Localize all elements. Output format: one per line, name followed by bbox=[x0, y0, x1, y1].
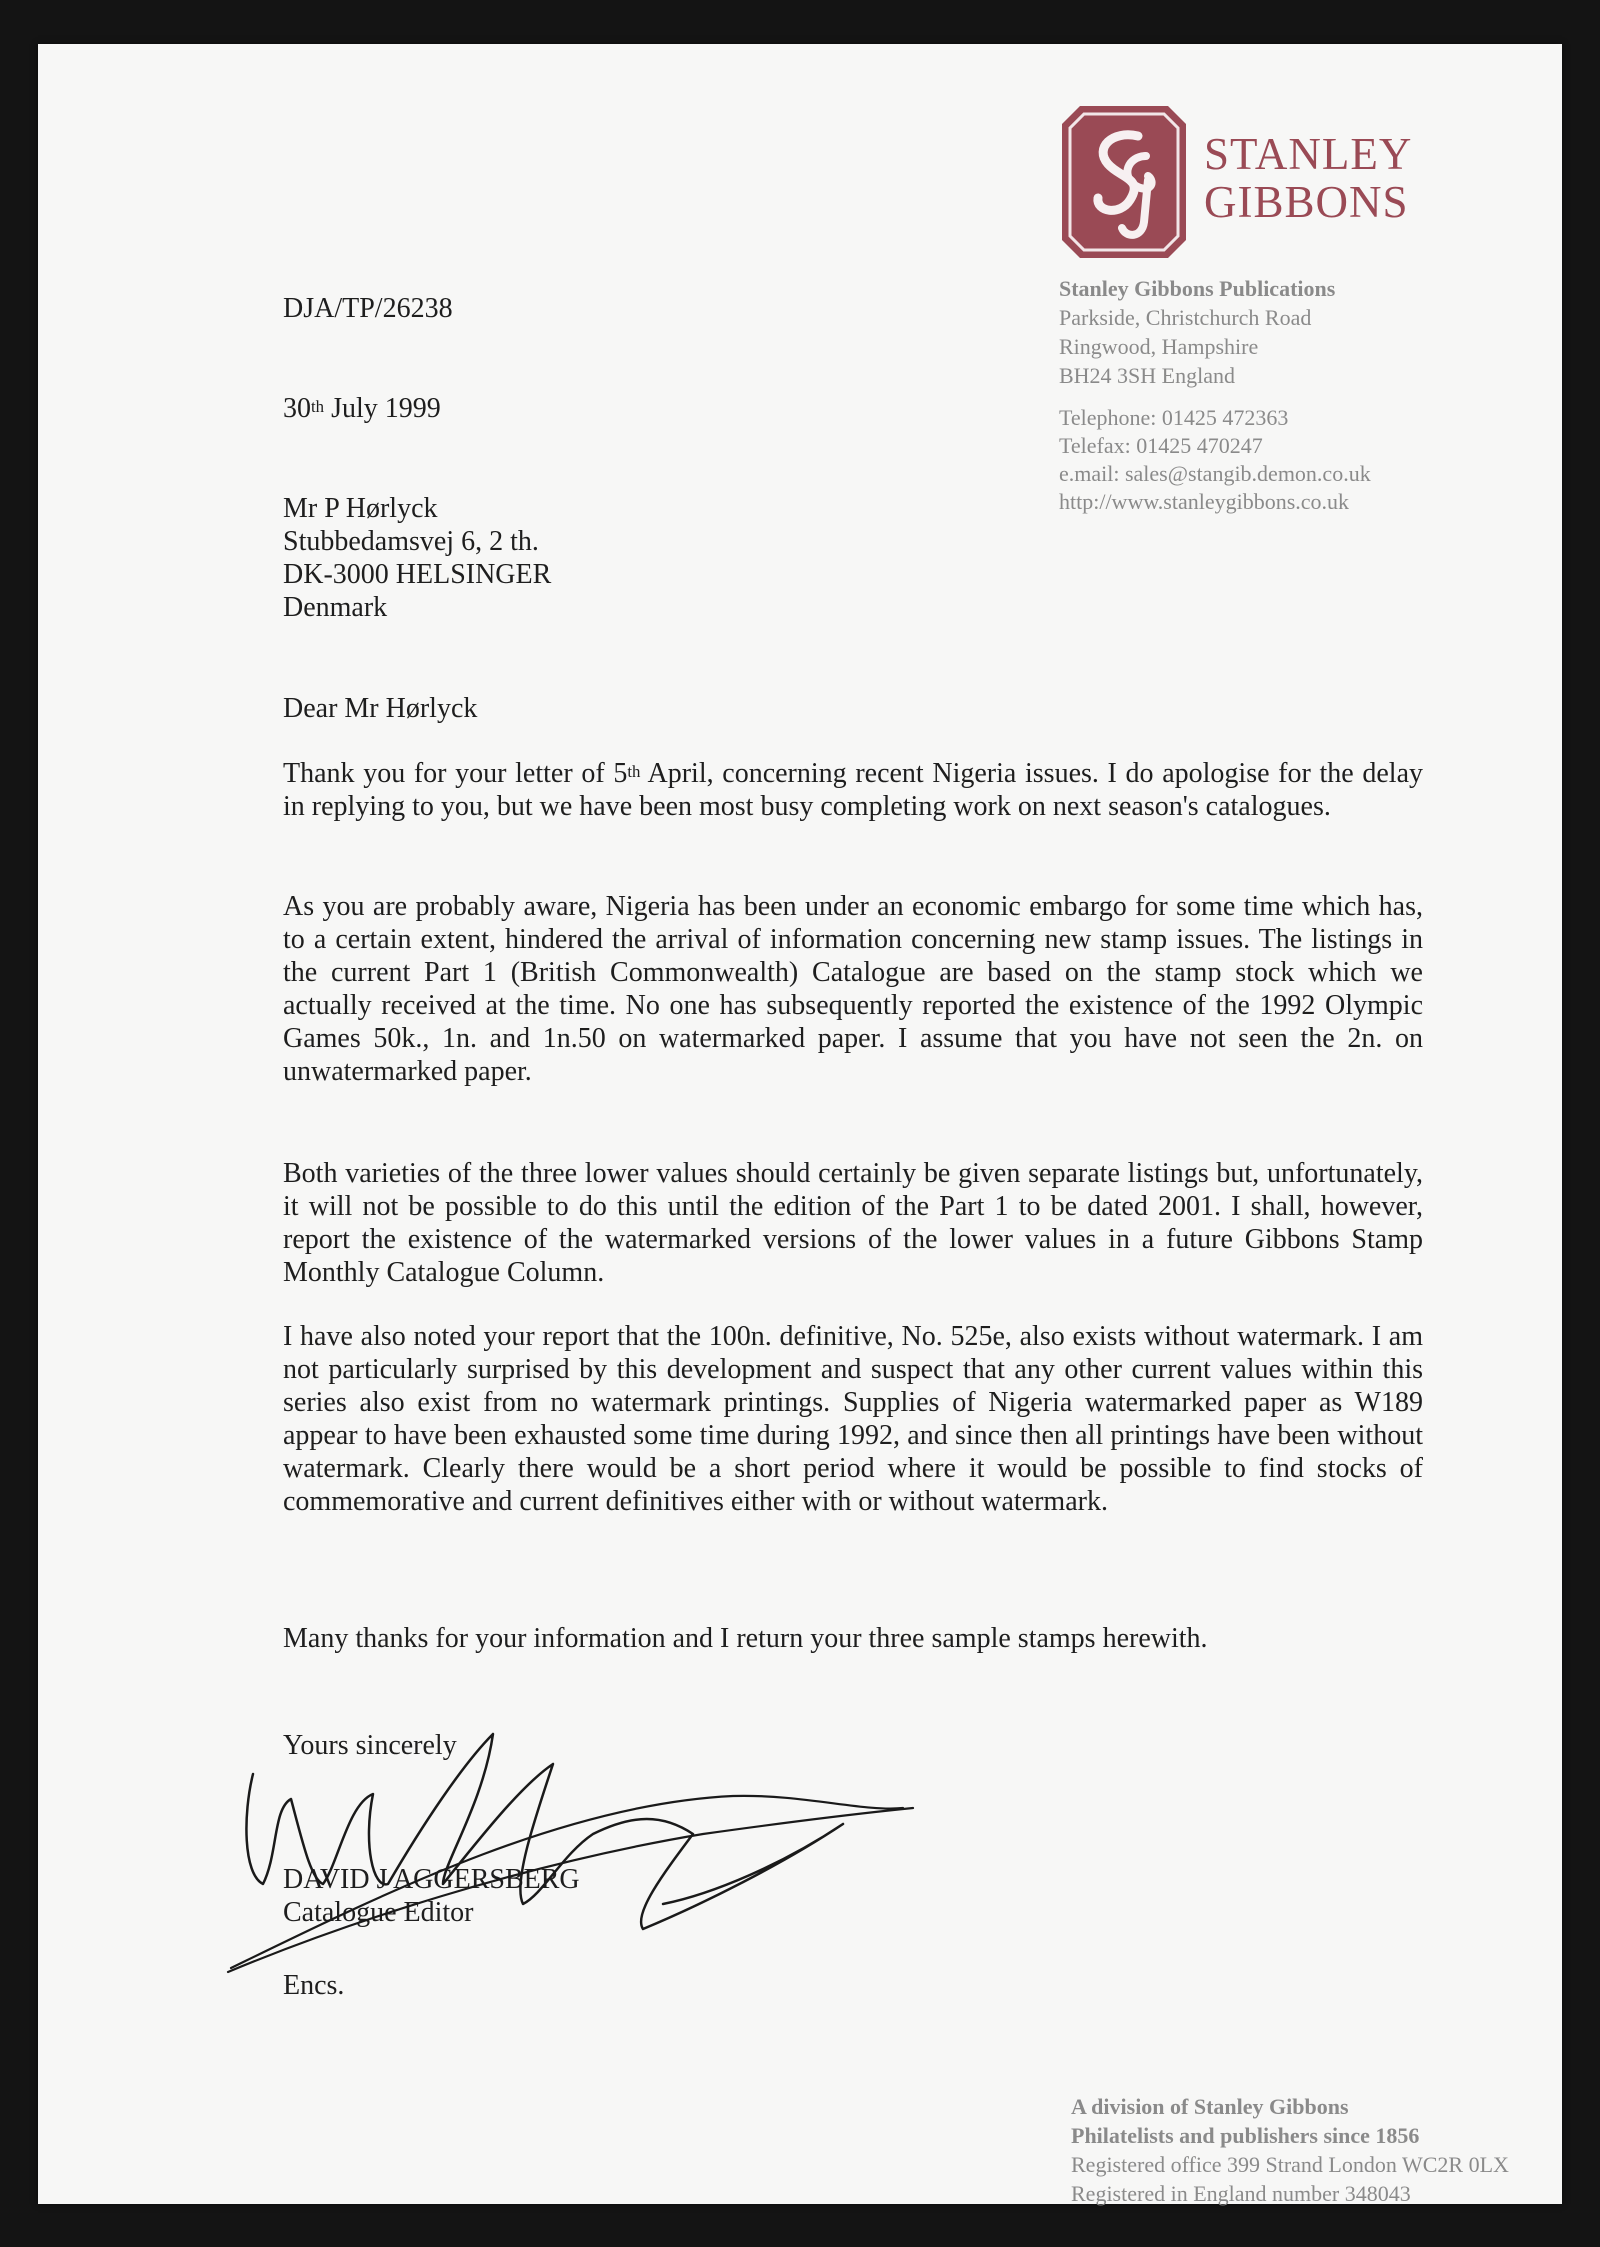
paragraph-2: As you are probably aware, Nigeria has been under an economic embargo for some time which has, to a certain extent, hindered the arrival of information concerning new stamp issues. The listings in the current Part 1 (British Commonwealth) Catalogue are based on the stamp stock which we actually received at the time. No one has subsequently reported the existence of the 1992 Olympic Games 50k., 1n. and 1n.50 on watermarked paper. I assume that you have not seen the 2n. on unwatermarked paper. bbox=[283, 891, 1423, 1087]
paragraph-1-rest: April, concerning recent Nigeria issues. I do apologise for the delay in replying to you, but we have been most busy completing work on next season's catalogues. bbox=[283, 758, 1423, 822]
footer bbox=[1071, 2092, 1509, 2208]
date-day: 30 bbox=[283, 393, 311, 424]
paragraph-1-start: Thank you for your letter of 5 bbox=[283, 758, 628, 789]
brand-line-1: STANLEY bbox=[1204, 129, 1413, 179]
date-suffix: th bbox=[311, 397, 325, 416]
recipient-street: Stubbedamsvej 6, 2 th. bbox=[283, 526, 539, 557]
signer-title: Catalogue Editor bbox=[283, 1897, 474, 1928]
recipient-country: Denmark bbox=[283, 592, 388, 623]
company-address bbox=[1059, 274, 1335, 390]
company-name: Stanley Gibbons Publications bbox=[1059, 276, 1336, 301]
company-address-line: Ringwood, Hampshire bbox=[1059, 334, 1259, 359]
reference-number: DJA/TP/26238 bbox=[283, 293, 453, 324]
paragraph-1-sup: th bbox=[627, 762, 641, 781]
letter-date bbox=[283, 392, 441, 425]
telefax: Telefax: 01425 470247 bbox=[1059, 433, 1263, 458]
paragraph-4: I have also noted your report that the 100n. definitive, No. 525e, also exists without watermark. I am not particularly surprised by this development and suspect that any other current values within this series also exist from no watermark printings. Supplies of Nigeria watermarked paper as W189 appear to have been exhausted some time during 1992, and since then all printings have been without watermark. Clearly there would be a short period where it would be possible to find stocks of commemorative and current definitives either with or without watermark. bbox=[283, 1321, 1423, 1517]
footer-line-2: Philatelists and publishers since 1856 bbox=[1071, 2123, 1420, 2148]
company-address-line: BH24 3SH England bbox=[1059, 363, 1235, 388]
handwritten-signature bbox=[223, 1704, 1038, 1984]
telephone: Telephone: 01425 472363 bbox=[1059, 405, 1289, 430]
footer-line-4: Registered in England number 348043 bbox=[1071, 2181, 1411, 2206]
recipient-name: Mr P Hørlyck bbox=[283, 493, 438, 524]
closing: Yours sincerely bbox=[283, 1730, 457, 1761]
company-address-line: Parkside, Christchurch Road bbox=[1059, 305, 1312, 330]
signer-name: DAVID J AGGERSBERG bbox=[283, 1864, 580, 1895]
stanley-gibbons-logo bbox=[1060, 104, 1188, 260]
letter-page bbox=[38, 44, 1562, 2204]
recipient-address bbox=[283, 492, 551, 624]
greeting: Dear Mr Hørlyck bbox=[283, 693, 478, 724]
footer-line-3: Registered office 399 Strand London WC2R 0LX bbox=[1071, 2152, 1509, 2177]
footer-line-1: A division of Stanley Gibbons bbox=[1071, 2094, 1349, 2119]
enclosures: Encs. bbox=[283, 1970, 345, 2001]
brand-name bbox=[1204, 130, 1412, 226]
paragraph-1 bbox=[283, 757, 1423, 823]
website: http://www.stanleygibbons.co.uk bbox=[1059, 489, 1350, 514]
recipient-city: DK-3000 HELSINGER bbox=[283, 559, 552, 590]
brand-line-2: GIBBONS bbox=[1204, 177, 1409, 227]
paragraph-5: Many thanks for your information and I return your three sample stamps herewith. bbox=[283, 1623, 1208, 1654]
paragraph-3: Both varieties of the three lower values should certainly be given separate listings but, unfortunately, it will not be possible to do this until the edition of the Part 1 to be dated 2001. I shall, however, report the existence of the watermarked versions of the lower values in a future Gibbons Stamp Monthly Catalogue Column. bbox=[283, 1158, 1423, 1288]
email: e.mail: sales@stangib.demon.co.uk bbox=[1059, 461, 1371, 486]
company-contact bbox=[1059, 404, 1371, 516]
date-month-year: July 1999 bbox=[324, 393, 441, 424]
